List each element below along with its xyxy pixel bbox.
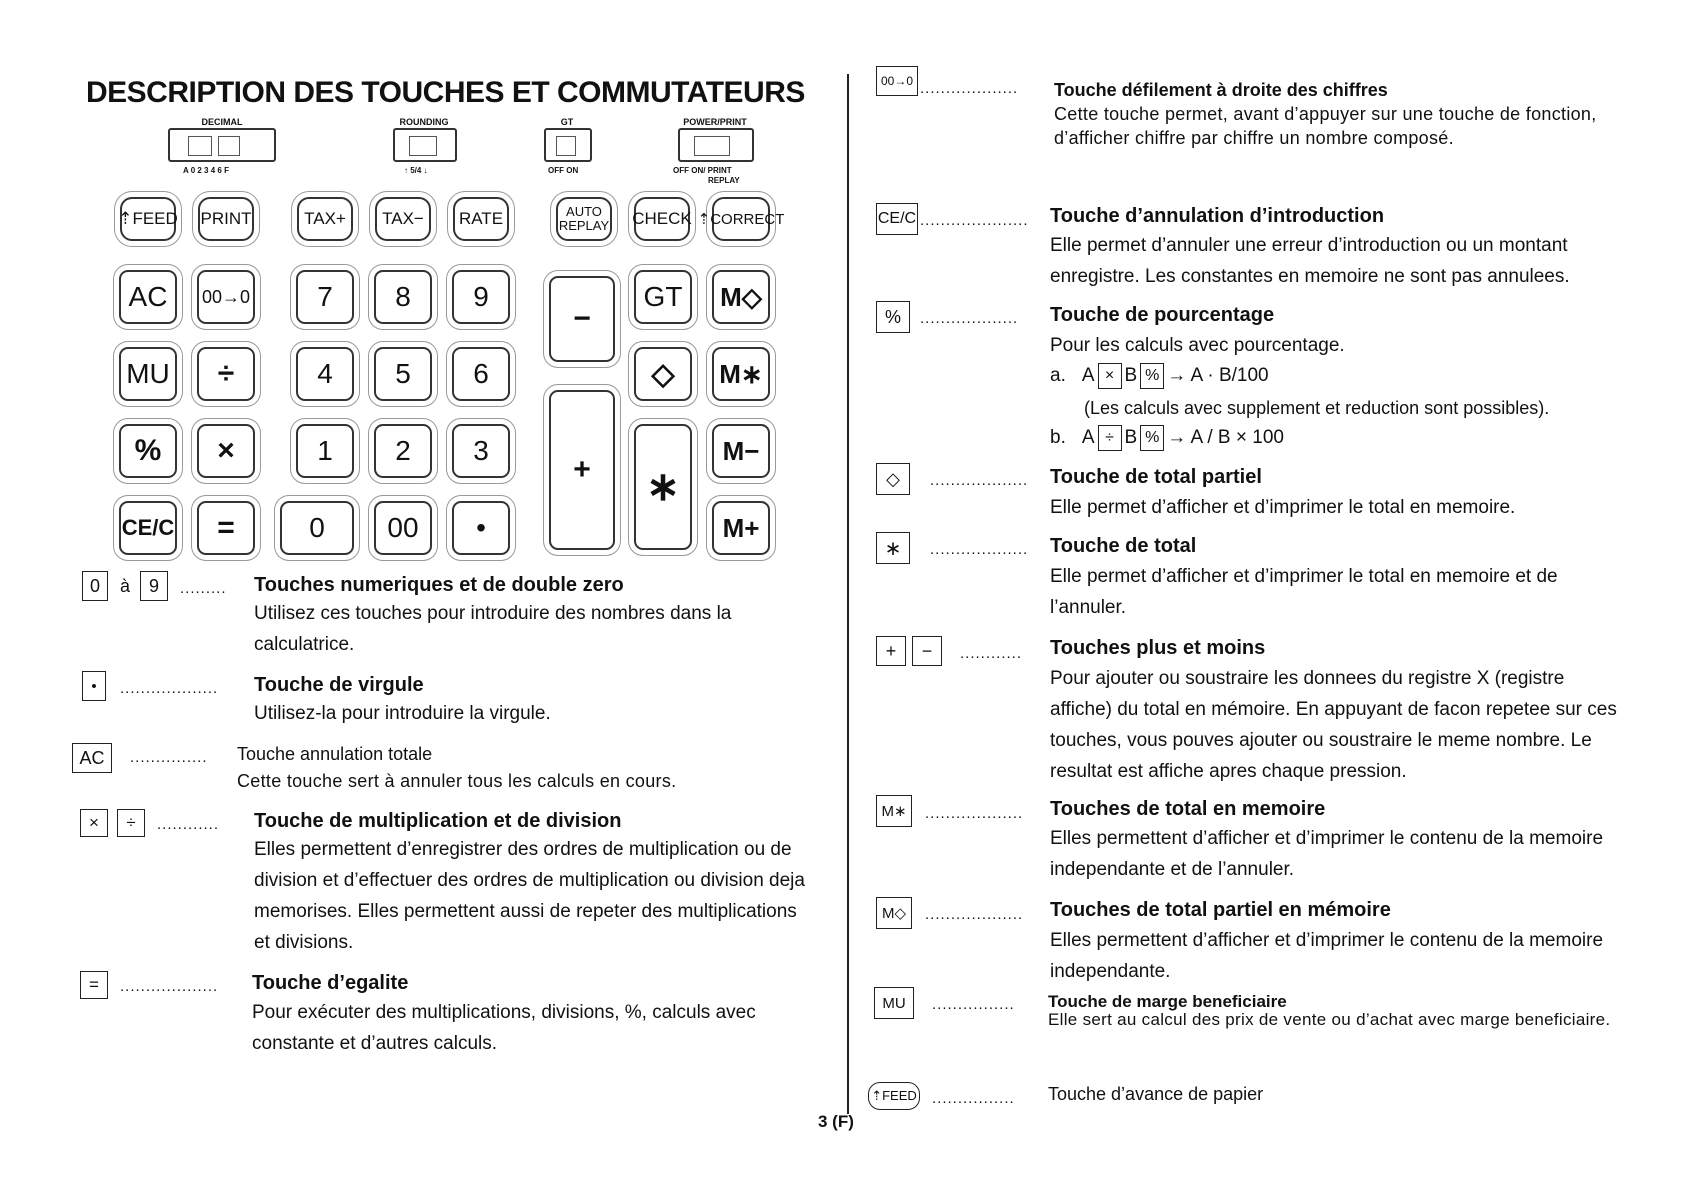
key-8[interactable]: 8	[374, 270, 432, 324]
cec-text: Elle permet d’annuler une erreur d’introduction ou un montant enregistre. Les constantes en memoire ne sont pas annulees.	[1050, 235, 1570, 287]
key-7[interactable]: 7	[296, 270, 354, 324]
tax-plus-key[interactable]: TAX+	[297, 197, 353, 241]
rate-key[interactable]: RATE	[453, 197, 509, 241]
plusminus-dots: ............	[960, 645, 1023, 662]
shift-00-0-key[interactable]: 00→0	[197, 270, 255, 324]
m-total-key-icon: M∗	[876, 795, 912, 827]
subtotal-dots: ...................	[930, 472, 1029, 489]
page-title: DESCRIPTION DES TOUCHES ET COMMUTATEURS	[86, 76, 805, 109]
decimal-point-key[interactable]: •	[452, 501, 510, 555]
key-5[interactable]: 5	[374, 347, 432, 401]
m-subtotal-key-icon: M◇	[876, 897, 912, 929]
egal-text: Pour exécuter des multiplications, divisions, %, calculs avec constante et d’autres calculs.	[252, 1002, 756, 1054]
decimal-switch[interactable]	[168, 128, 276, 162]
key-1[interactable]: 1	[296, 424, 354, 478]
correct-key[interactable]: ⇡CORRECT	[712, 197, 770, 241]
gt-switch-label: GT	[560, 117, 574, 127]
mu-heading: Touche de marge beneficiaire	[1048, 992, 1287, 1011]
feed-heading: Touche d’avance de papier	[1048, 1084, 1264, 1104]
digits-heading: Touches numeriques et de double zero	[254, 574, 624, 596]
mstar-heading: Touches de total en memoire	[1050, 798, 1326, 820]
decimal-switch-marks: A 0 2 3 4 6 F	[183, 166, 229, 175]
divide-key[interactable]: ÷	[197, 347, 255, 401]
percent-key-icon: %	[876, 301, 910, 333]
virgule-heading: Touche de virgule	[254, 674, 424, 696]
equals-key-icon: =	[80, 971, 108, 999]
rounding-switch[interactable]	[393, 128, 457, 162]
ce-c-key[interactable]: CE/C	[119, 501, 177, 555]
digits-join: à	[120, 576, 131, 596]
key-3[interactable]: 3	[452, 424, 510, 478]
plusminus-heading: Touches plus et moins	[1050, 637, 1266, 659]
shift-heading: Touche défilement à droite des chiffres	[1054, 80, 1388, 100]
pct-note: (Les calculs avec supplement et reduction sont possibles).	[1084, 398, 1550, 418]
key-2[interactable]: 2	[374, 424, 432, 478]
print-key[interactable]: PRINT	[198, 197, 254, 241]
pct-formula-b: b. A ÷ B % → A / B × 100	[1050, 425, 1284, 451]
m-plus-key[interactable]: M+	[712, 501, 770, 555]
decimal-switch-label: DECIMAL	[201, 117, 243, 127]
pct-heading: Touche de pourcentage	[1050, 304, 1275, 326]
ce-c-key-icon: CE/C	[876, 203, 918, 235]
ac-text: Cette touche sert à annuler tous les calculs en cours.	[237, 771, 677, 791]
pct-text: Pour les calculs avec pourcentage.	[1050, 335, 1345, 356]
tax-minus-key[interactable]: TAX−	[375, 197, 431, 241]
ac-key[interactable]: AC	[119, 270, 177, 324]
egal-dots: ...................	[120, 978, 219, 995]
total-dots: ...................	[930, 541, 1029, 558]
key-4[interactable]: 4	[296, 347, 354, 401]
muldiv-dots: ............	[157, 816, 220, 833]
mu-key[interactable]: MU	[119, 347, 177, 401]
feed-key[interactable]: ⇡FEED	[120, 197, 176, 241]
m-total-key[interactable]: M∗	[712, 347, 770, 401]
minus-key[interactable]: −	[549, 276, 615, 362]
point-key-icon: •	[82, 671, 106, 701]
egal-heading: Touche d’egalite	[252, 972, 409, 994]
virgule-dots: ...................	[120, 680, 219, 697]
ac-heading: Touche annulation totale	[237, 744, 433, 764]
total-key[interactable]: ∗	[634, 424, 692, 550]
gt-switch-marks: OFF ON	[548, 166, 579, 175]
mdiamond-text: Elles permettent d’afficher et d’imprimer le contenu de la memoire independante.	[1050, 930, 1604, 982]
virgule-text: Utilisez-la pour introduire la virgule.	[254, 703, 551, 724]
gt-switch[interactable]	[544, 128, 592, 162]
key-9-icon: 9	[140, 571, 168, 601]
mdiamond-dots: ...................	[925, 906, 1024, 923]
minus-key-icon: −	[912, 636, 942, 666]
power-switch-replay: REPLAY	[708, 176, 740, 185]
subtotal-heading: Touche de total partiel	[1050, 466, 1262, 488]
mstar-text: Elles permettent d’afficher et d’imprimer le contenu de la memoire independante et de l’annuler.	[1050, 828, 1604, 880]
power-switch-label: POWER/PRINT	[683, 117, 747, 127]
m-subtotal-key[interactable]: M◇	[712, 270, 770, 324]
divide-key-icon: ÷	[117, 809, 145, 837]
subtotal-key[interactable]: ◇	[634, 347, 692, 401]
mu-key-icon: MU	[874, 987, 914, 1019]
rounding-switch-marks: ↑ 5/4 ↓	[404, 166, 428, 175]
cec-dots: .....................	[920, 212, 1029, 229]
rounding-switch-label: ROUNDING	[399, 117, 449, 127]
total-heading: Touche de total	[1050, 535, 1197, 557]
mstar-dots: ...................	[925, 805, 1024, 822]
m-minus-key[interactable]: M−	[712, 424, 770, 478]
total-key-icon: ∗	[876, 532, 910, 564]
multiply-key[interactable]: ×	[197, 424, 255, 478]
ac-dots: ...............	[130, 749, 208, 766]
key-6[interactable]: 6	[452, 347, 510, 401]
shift-dots: ...................	[920, 80, 1019, 97]
power-switch[interactable]	[678, 128, 754, 162]
feed-key-icon: ⇡FEED	[868, 1082, 920, 1110]
shift-text: Cette touche permet, avant d’appuyer sur une touche de fonction, d’afficher chiffre par chiffre un nombre composé.	[1054, 104, 1597, 148]
shift-key-icon: 00→0	[876, 66, 918, 96]
cec-heading: Touche d’annulation d’introduction	[1050, 205, 1385, 227]
plus-key-icon: +	[876, 636, 906, 666]
plus-key[interactable]: +	[549, 390, 615, 550]
key-0-icon: 0	[82, 571, 108, 601]
gt-key[interactable]: GT	[634, 270, 692, 324]
page-number: 3 (F)	[818, 1112, 854, 1131]
mu-text: Elle sert au calcul des prix de vente ou d’achat avec marge beneficiaire.	[1048, 1010, 1611, 1029]
ac-key-icon: AC	[72, 743, 112, 773]
percent-key[interactable]: %	[119, 424, 177, 478]
key-9[interactable]: 9	[452, 270, 510, 324]
mdiamond-heading: Touches de total partiel en mémoire	[1050, 899, 1391, 921]
mu-dots: ................	[932, 996, 1015, 1013]
feed-dots: ................	[932, 1090, 1015, 1107]
key-0[interactable]: 0	[280, 501, 354, 555]
digits-dots: .........	[180, 580, 227, 597]
muldiv-heading: Touche de multiplication et de division	[254, 810, 622, 832]
auto-replay-key[interactable]: AUTO REPLAY	[556, 197, 612, 241]
equals-key[interactable]: =	[197, 501, 255, 555]
pct-dots: ...................	[920, 310, 1019, 327]
digits-text: Utilisez ces touches pour introduire des nombres dans la calculatrice.	[254, 603, 732, 655]
muldiv-text: Elles permettent d’enregistrer des ordres de multiplication ou de division et d’effectuer des ordres de multiplication ou division deja memorises. Elles permettent aussi de repeter des multiplications et divisions.	[254, 839, 805, 953]
key-00[interactable]: 00	[374, 501, 432, 555]
subtotal-key-icon: ◇	[876, 463, 910, 495]
multiply-key-icon: ×	[80, 809, 108, 837]
power-switch-marks: OFF ON/ PRINT	[673, 166, 732, 175]
total-text: Elle permet d’afficher et d’imprimer le total en memoire et de l’annuler.	[1050, 566, 1558, 618]
column-divider	[847, 74, 849, 1114]
plusminus-text: Pour ajouter ou soustraire les donnees du registre X (registre affiche) du total en mémoire. En appuyant de facon repetee sur ces touches, vous pouves ajouter ou soustraire le meme nombre. Le resultat est affiche apres chaque pression.	[1050, 668, 1617, 782]
subtotal-text: Elle permet d’afficher et d’imprimer le total en memoire.	[1050, 497, 1516, 518]
pct-formula-a: a. A × B % → A · B/100	[1050, 363, 1269, 389]
check-key[interactable]: CHECK	[634, 197, 690, 241]
